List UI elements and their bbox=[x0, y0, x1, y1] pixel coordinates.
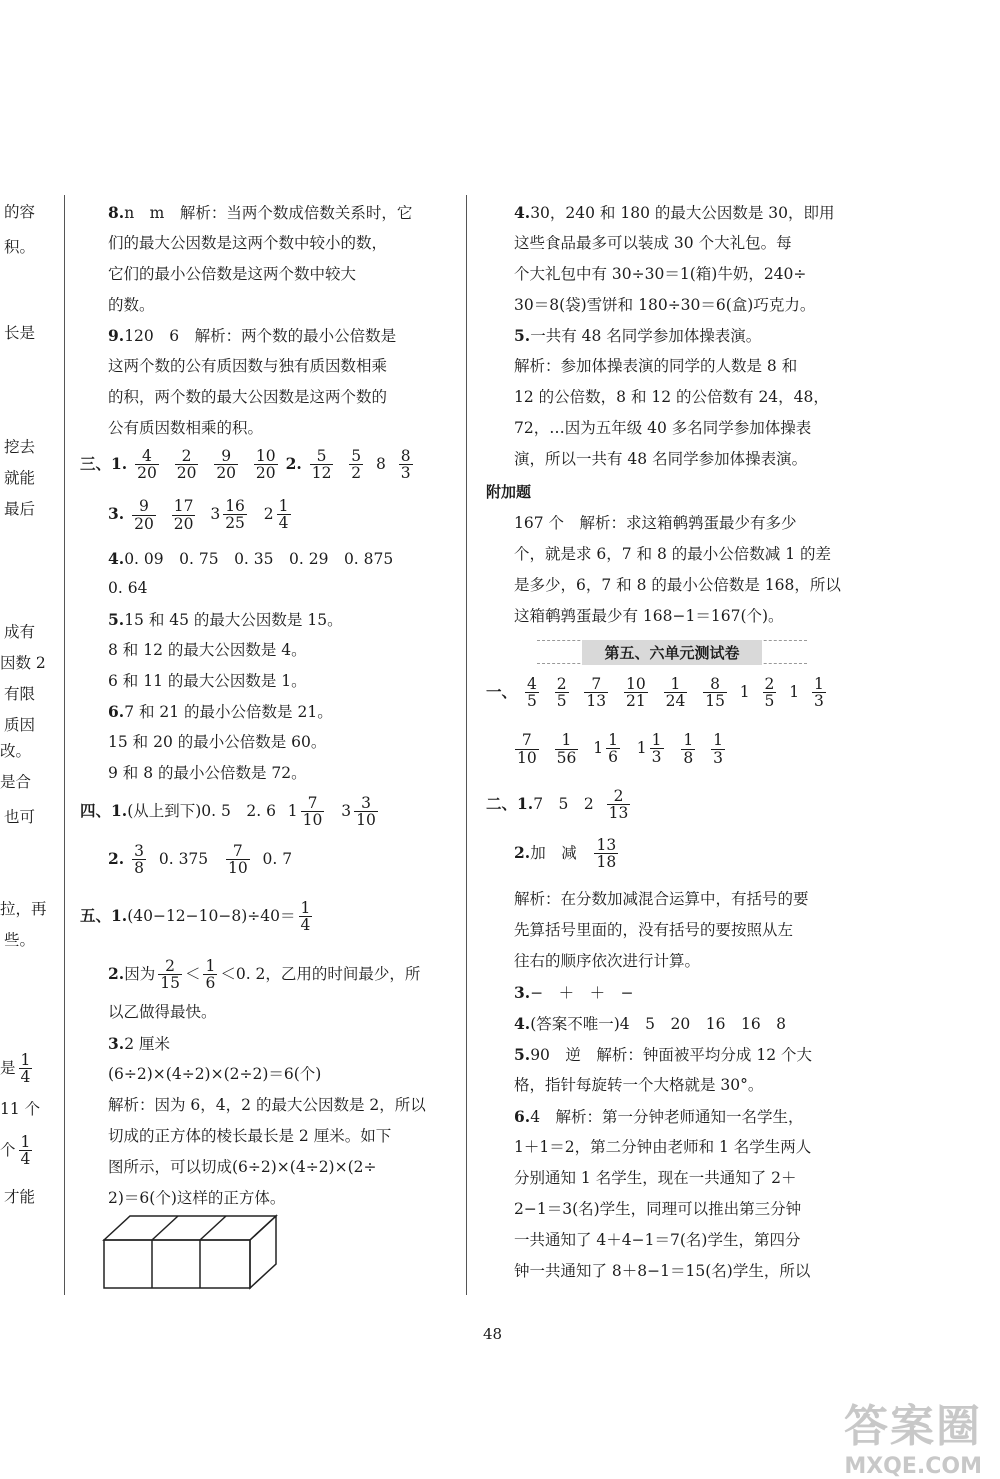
answer-text: 9 和 8 的最小公倍数是 72。 bbox=[108, 764, 307, 782]
fraction: $\frac{17}{20}$ bbox=[173, 497, 194, 533]
section-3-q1: 三、1. $\frac{4}{20}$ $\frac{2}{20}$ $\frac{9}{20}$ $\frac{10}{20}$ 2. $\frac{5}{12}$ $\frac{5}{2}$ 8 $\frac{8}{3}$ bbox=[80, 447, 411, 483]
fraction: $\frac{9}{20}$ bbox=[216, 447, 237, 483]
unit-q1: 一、 $\frac{4}{5}$ $\frac{2}{5}$ $\frac{7}{13}$ $\frac{10}{21}$ $\frac{1}{24}$ $\frac{8}{15}$ 1 $\frac{2}{5}$ 1 $\frac{1}{3}$ bbox=[486, 675, 824, 711]
fraction: $\frac{5}{2}$ bbox=[351, 447, 362, 483]
mixed-number: 3 $\frac{16}{25}$ bbox=[210, 497, 245, 533]
section-3-q3: 3. $\frac{9}{20}$ $\frac{17}{20}$ 3 $\frac{16}{25}$ 2 $\frac{1}{4}$ bbox=[108, 498, 296, 532]
fraction: $\frac{10}{21}$ bbox=[626, 675, 646, 711]
section-3-q4: 4.0. 09 0. 75 0. 35 0. 29 0. 875 bbox=[108, 549, 394, 568]
fraction: $\frac{2}{15}$ bbox=[160, 957, 180, 993]
fraction: $\frac{7}{13}$ bbox=[586, 675, 607, 711]
answer-text: 演，所以一共有 48 名同学参加体操表演。 bbox=[514, 450, 808, 468]
fraction: $\frac{1}{24}$ bbox=[665, 675, 686, 711]
answer-text: 这两个数的公有质因数与独有质因数相乘 bbox=[108, 357, 388, 375]
mixed-number: 1 $\frac{1}{6}$ bbox=[593, 731, 618, 767]
answer-text: 切成的正方体的棱长最长是 2 厘米。如下 bbox=[108, 1127, 392, 1145]
answer-text: 一共通知了 4＋4−1＝7(名)学生，第四分 bbox=[514, 1231, 801, 1249]
answer-text: 格，指针每旋转一个大格就是 30°。 bbox=[514, 1076, 764, 1094]
fragment-text bbox=[0, 1134, 35, 1168]
fragment-text: 是合 bbox=[0, 773, 32, 791]
unit-q2-3: 3.− ＋ ＋ − bbox=[514, 983, 634, 1002]
answer-text: 1＋1＝2，第二分钟由老师和 1 名学生两人 bbox=[514, 1138, 812, 1156]
fraction: $\frac{1}{3}$ bbox=[814, 675, 824, 711]
answer-text: 钟一共通知了 8＋8−1＝15(名)学生，所以 bbox=[514, 1262, 811, 1280]
answer-text: 公有质因数相乘的积。 bbox=[108, 419, 264, 437]
fragment-text: 因数 2 bbox=[0, 654, 46, 672]
fraction: $\frac{7}{10}$ bbox=[227, 842, 248, 878]
answer-text: 2−1＝3(名)学生，同理可以推出第三分钟 bbox=[514, 1200, 802, 1218]
mixed-number: 1 $\frac{1}{3}$ bbox=[636, 731, 662, 767]
unit-q1-row2 bbox=[512, 732, 728, 766]
fraction: $\frac{1}{4}$ bbox=[20, 1133, 31, 1169]
fragment-text: 长是 bbox=[4, 324, 36, 342]
fragment-text: 个 bbox=[0, 1140, 16, 1159]
fraction: $\frac{7}{10}$ bbox=[517, 731, 537, 767]
watermark-logo: 答案圈 bbox=[844, 1401, 982, 1452]
answer-text: 的积，两个数的最大公因数是这两个数的 bbox=[108, 388, 388, 406]
fraction: $\frac{8}{3}$ bbox=[400, 447, 411, 483]
answer-text: 这些食品最多可以装成 30 个大礼包。每 bbox=[514, 234, 792, 252]
answer-text: 们的最大公因数是这两个数中较小的数， bbox=[108, 234, 388, 252]
answer-text: 6 和 11 的最大公因数是 1。 bbox=[108, 672, 307, 690]
answer-text: 个，就是求 6，7 和 8 的最小公倍数减 1 的差 bbox=[514, 545, 832, 563]
fraction: $\frac{8}{15}$ bbox=[705, 675, 725, 711]
answer-text: 0. 64 bbox=[108, 579, 148, 597]
section-4-q2: 2. $\frac{3}{8}$ 0. 375 $\frac{7}{10}$ 0. 7 bbox=[108, 842, 293, 878]
answer-text: 这箱鹌鹑蛋最少有 168−1＝167(个)。 bbox=[514, 607, 784, 625]
answer-text: 先算括号里面的，没有括号的要按照从左 bbox=[514, 921, 794, 939]
fragment-text: 才能 bbox=[4, 1188, 36, 1206]
fragment-text: 些。 bbox=[4, 931, 36, 949]
fragment-text: 是 bbox=[0, 1058, 16, 1077]
fragment-text: 11 个 bbox=[0, 1100, 41, 1118]
mixed-number: 3 $\frac{3}{10}$ bbox=[341, 794, 376, 830]
fraction: $\frac{2}{5}$ bbox=[556, 675, 567, 711]
fraction: $\frac{13}{18}$ bbox=[596, 836, 617, 872]
cuboid-diagram bbox=[100, 1212, 290, 1292]
fraction: $\frac{1}{3}$ bbox=[713, 731, 724, 767]
answer-text: 30＝8(袋)雪饼和 180÷30＝6(盒)巧克力。 bbox=[514, 296, 816, 314]
answer-text: 分别通知 1 名学生，现在一共通知了 2＋ bbox=[514, 1169, 797, 1187]
fraction: $\frac{1}{8}$ bbox=[683, 731, 694, 767]
column-divider-left bbox=[64, 195, 65, 1295]
fragment-text: 也可 bbox=[4, 808, 36, 826]
section-4-q1: 四、1.(从上到下)0. 5 2. 6 1 $\frac{7}{10}$ 3 $\frac{3}{10}$ bbox=[80, 795, 383, 829]
section-3-q6: 6.7 和 21 的最小公倍数是 21。 bbox=[108, 702, 333, 721]
fraction: $\frac{1}{4}$ bbox=[20, 1051, 31, 1087]
answer-text: 2)＝6(个)这样的正方体。 bbox=[108, 1189, 286, 1207]
fraction: $\frac{2}{20}$ bbox=[176, 447, 197, 483]
page-number: 48 bbox=[483, 1325, 503, 1343]
fraction: $\frac{10}{20}$ bbox=[255, 447, 276, 483]
fraction: $\frac{4}{20}$ bbox=[137, 447, 157, 483]
fraction: $\frac{1}{6}$ bbox=[205, 957, 216, 993]
column-divider-right bbox=[466, 195, 467, 1295]
fragment-text: 改。 bbox=[0, 742, 32, 760]
fragment-text: 质因 bbox=[4, 716, 36, 734]
mixed-number: 1 $\frac{7}{10}$ bbox=[287, 794, 323, 830]
answer-text: 72，…因为五年级 40 多名同学参加体操表 bbox=[514, 419, 812, 437]
answer-text: 解析：参加体操表演的同学的人数是 8 和 bbox=[514, 357, 798, 375]
fraction: $\frac{2}{13}$ bbox=[608, 787, 629, 823]
right-answer-5: 5.一共有 48 名同学参加体操表演。 bbox=[514, 326, 762, 345]
extra-question-title: 附加题 bbox=[486, 483, 532, 501]
watermark bbox=[844, 1390, 982, 1479]
answer-text: 15 和 20 的最小公倍数是 60。 bbox=[108, 733, 327, 751]
answer-9: 9.120 6 解析：两个数的最小公倍数是 bbox=[108, 326, 397, 345]
unit-q2-5: 5.90 逆 解析：钟面被平均分成 12 个大 bbox=[514, 1045, 812, 1064]
answer-text: 以乙做得最快。 bbox=[108, 1003, 217, 1021]
fragment-text: 挖去 bbox=[4, 438, 36, 456]
answer-text: 是多少，6，7 和 8 的最小公倍数是 168，所以 bbox=[514, 576, 841, 594]
answer-text: 往右的顺序依次进行计算。 bbox=[514, 952, 701, 970]
unit-q2-2: 2.加 减 $\frac{13}{18}$ bbox=[514, 836, 617, 872]
answer-text: 它们的最小公倍数是这两个数中较大 bbox=[108, 265, 357, 283]
unit-q2-1: 二、1.7 5 2 $\frac{2}{13}$ bbox=[486, 787, 629, 823]
fraction: $\frac{5}{12}$ bbox=[311, 447, 332, 483]
answer-text: 个大礼包中有 30÷30＝1(箱)牛奶，240÷ bbox=[514, 265, 807, 283]
fragment-text bbox=[0, 1052, 35, 1086]
fraction: $\frac{4}{5}$ bbox=[526, 675, 537, 711]
right-answer-4: 4.30，240 和 180 的最大公因数是 30，即用 bbox=[514, 203, 835, 222]
mixed-number: 2 $\frac{1}{4}$ bbox=[263, 497, 289, 533]
answer-text: 的数。 bbox=[108, 296, 155, 314]
section-5-q2: 2.因为 $\frac{2}{15}$ ＜ $\frac{1}{6}$ ＜0. 2，乙用的时间最少，所 bbox=[108, 957, 421, 993]
unit-q2-4: 4.(答案不唯一)4 5 20 16 16 8 bbox=[514, 1014, 787, 1033]
fraction: $\frac{1}{56}$ bbox=[556, 731, 577, 767]
answer-text: 8 和 12 的最大公因数是 4。 bbox=[108, 641, 307, 659]
fraction: $\frac{2}{5}$ bbox=[764, 675, 775, 711]
answer-text: 解析：因为 6，4，2 的最大公因数是 2，所以 bbox=[108, 1096, 426, 1114]
section-5-q1: 五、1.(40−12−10−8)÷40＝ $\frac{1}{4}$ bbox=[80, 899, 311, 935]
answer-8: 8.n m 解析：当两个数成倍数关系时，它 bbox=[108, 203, 413, 222]
fragment-text: 拉，再 bbox=[0, 900, 47, 918]
unit-q2-6: 6.4 解析：第一分钟老师通知一名学生， bbox=[514, 1107, 804, 1126]
fragment-text: 有限 bbox=[4, 685, 36, 703]
fraction: $\frac{1}{4}$ bbox=[300, 899, 311, 935]
section-5-q3: 3.2 厘米 bbox=[108, 1034, 170, 1053]
unit-test-header: 第五、六单元测试卷 bbox=[537, 640, 807, 664]
answer-text: 解析：在分数加减混合运算中，有括号的要 bbox=[514, 890, 809, 908]
section-3-q5: 5.15 和 45 的最大公因数是 15。 bbox=[108, 610, 343, 629]
fraction: $\frac{9}{20}$ bbox=[134, 497, 154, 533]
answer-text: (6÷2)×(4÷2)×(2÷2)＝6(个) bbox=[108, 1065, 322, 1083]
fraction: $\frac{3}{8}$ bbox=[134, 842, 144, 878]
answer-text: 图所示，可以切成(6÷2)×(4÷2)×(2÷ bbox=[108, 1158, 377, 1176]
fragment-text: 最后 bbox=[4, 500, 36, 518]
watermark-url: MXQE.COM bbox=[844, 1454, 982, 1479]
fragment-text: 就能 bbox=[4, 469, 36, 487]
fragment-text: 积。 bbox=[4, 238, 36, 256]
answer-text: 12 的公倍数，8 和 12 的公倍数有 24，48， bbox=[514, 388, 829, 406]
extra-answer: 167 个 解析：求这箱鹌鹑蛋最少有多少 bbox=[514, 514, 797, 532]
fragment-text: 成有 bbox=[4, 623, 36, 641]
fragment-text: 的容 bbox=[4, 203, 36, 221]
